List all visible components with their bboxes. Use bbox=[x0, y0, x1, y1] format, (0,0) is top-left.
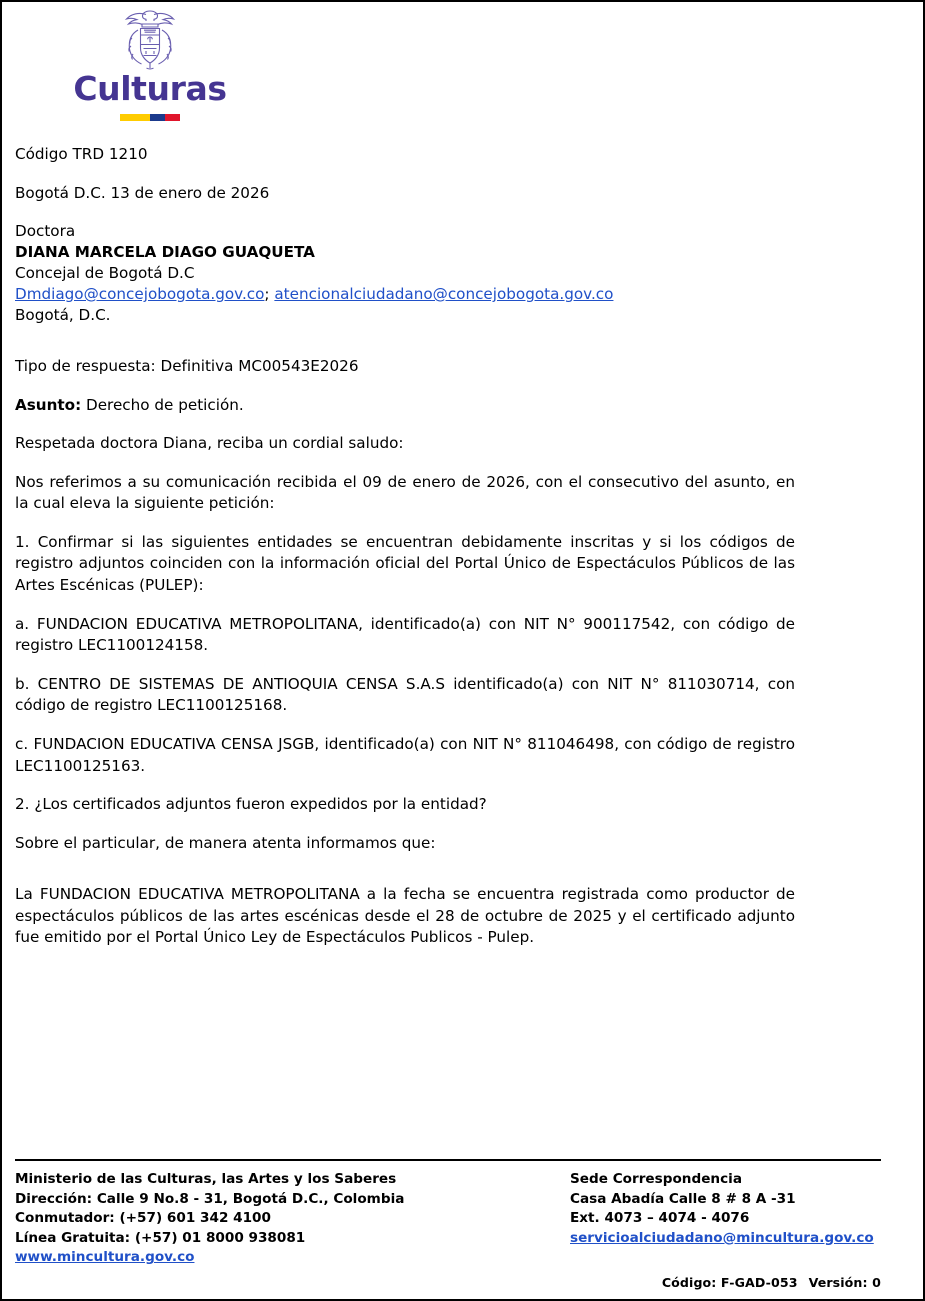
footer-extensions: Ext. 4073 – 4074 - 4076 bbox=[570, 1210, 750, 1227]
recipient-position: Concejal de Bogotá D.C bbox=[15, 264, 195, 283]
culturas-wordmark: Culturas bbox=[73, 69, 227, 108]
lead-in-paragraph: Sobre el particular, de manera atenta informamos que: bbox=[15, 833, 436, 852]
colombia-coat-of-arms-icon bbox=[121, 8, 179, 70]
recipient-city: Bogotá, D.C. bbox=[15, 306, 111, 325]
footer-ministry-name: Ministerio de las Culturas, las Artes y los Saberes bbox=[15, 1171, 397, 1187]
recipient-name: DIANA MARCELA DIAGO GUAQUETA bbox=[15, 243, 315, 262]
flag-stripe-blue bbox=[150, 114, 165, 121]
response-type: Tipo de respuesta: Definitiva MC00543E2026 bbox=[15, 357, 359, 375]
petition-item-1: 1. Confirmar si las siguientes entidades se encuentran debidamente inscritas y si los códigos de registro adjuntos coinciden con la información oficial del Portal Único de Espectáculos Públicos de las Artes Escénicas (PULEP): bbox=[15, 532, 795, 595]
footer-address: Dirección: Calle 9 No.8 - 31, Bogotá D.C., Colombia bbox=[15, 1190, 405, 1207]
document-body bbox=[15, 144, 795, 966]
city-date: Bogotá D.C. 13 de enero de 2026 bbox=[15, 183, 270, 202]
subject-line bbox=[15, 395, 795, 417]
footer-code-value: Código: F-GAD-053 bbox=[661, 1274, 798, 1290]
subject-label: Asunto: bbox=[15, 395, 82, 414]
recipient-email-primary-link[interactable]: Dmdiago@concejobogota.gov.co bbox=[15, 285, 265, 304]
email-separator: ; bbox=[264, 285, 275, 304]
flag-stripe-red bbox=[165, 114, 180, 121]
trd-code: Código TRD 1210 bbox=[15, 145, 148, 163]
recipient-title: Doctora bbox=[15, 222, 76, 241]
footer-website-link[interactable]: www.mincultura.gov.co bbox=[15, 1249, 195, 1266]
footer-switchboard: Conmutador: (+57) 601 342 4100 bbox=[15, 1210, 271, 1227]
footer-correspondence-heading: Sede Correspondencia bbox=[570, 1171, 742, 1187]
document-footer bbox=[15, 1159, 881, 1290]
spacer bbox=[15, 343, 795, 356]
colombia-flag-bar bbox=[120, 114, 180, 121]
footer-columns bbox=[15, 1170, 881, 1268]
recipient-emails bbox=[15, 284, 795, 305]
petition-subitem-b: b. CENTRO DE SISTEMAS DE ANTIOQUIA CENSA S.A.S identificado(a) con NIT N° 811030714, con código de registro LEC1100125168. bbox=[15, 674, 795, 715]
document-sheet bbox=[15, 2, 881, 1301]
subject-text: Derecho de petición. bbox=[81, 395, 244, 414]
footer-version-value: Versión: 0 bbox=[808, 1274, 881, 1290]
recipient-email-secondary-link[interactable]: atencionalciudadano@concejobogota.gov.co bbox=[274, 285, 614, 304]
petition-subitem-c: c. FUNDACION EDUCATIVA CENSA JSGB, identificado(a) con NIT N° 811046498, con código de registro LEC1100125163. bbox=[15, 734, 795, 775]
footer-correspondence-address: Casa Abadía Calle 8 # 8 A -31 bbox=[570, 1190, 796, 1207]
footer-divider bbox=[15, 1159, 881, 1161]
footer-email-link[interactable]: servicioalciudadano@mincultura.gov.co bbox=[570, 1229, 874, 1246]
petition-item-2: 2. ¿Los certificados adjuntos fueron expedidos por la entidad? bbox=[15, 795, 487, 814]
letterhead bbox=[60, 8, 240, 121]
flag-stripe-yellow bbox=[120, 114, 150, 121]
petition-subitem-a: a. FUNDACION EDUCATIVA METROPOLITANA, identificado(a) con NIT N° 900117542, con código de registro LEC1100124158. bbox=[15, 614, 795, 655]
footer-left-column bbox=[15, 1170, 570, 1268]
footer-right-column bbox=[570, 1170, 881, 1268]
footer-toll-free: Línea Gratuita: (+57) 01 8000 938081 bbox=[15, 1229, 306, 1246]
spacer bbox=[15, 871, 795, 884]
intro-paragraph: Nos referimos a su comunicación recibida el 09 de enero de 2026, con el consecutivo del asunto, en la cual eleva la siguiente petición: bbox=[15, 472, 795, 513]
greeting: Respetada doctora Diana, reciba un cordial saludo: bbox=[15, 434, 404, 453]
footer-form-code bbox=[15, 1275, 881, 1290]
answer-paragraph: La FUNDACION EDUCATIVA METROPOLITANA a la fecha se encuentra registrada como productor de espectáculos públicos de las artes escénicas desde el 28 de octubre de 2025 y el certificado adjunto fue emitido por el Portal Único Ley de Espectáculos Publicos - Pulep. bbox=[15, 885, 795, 947]
